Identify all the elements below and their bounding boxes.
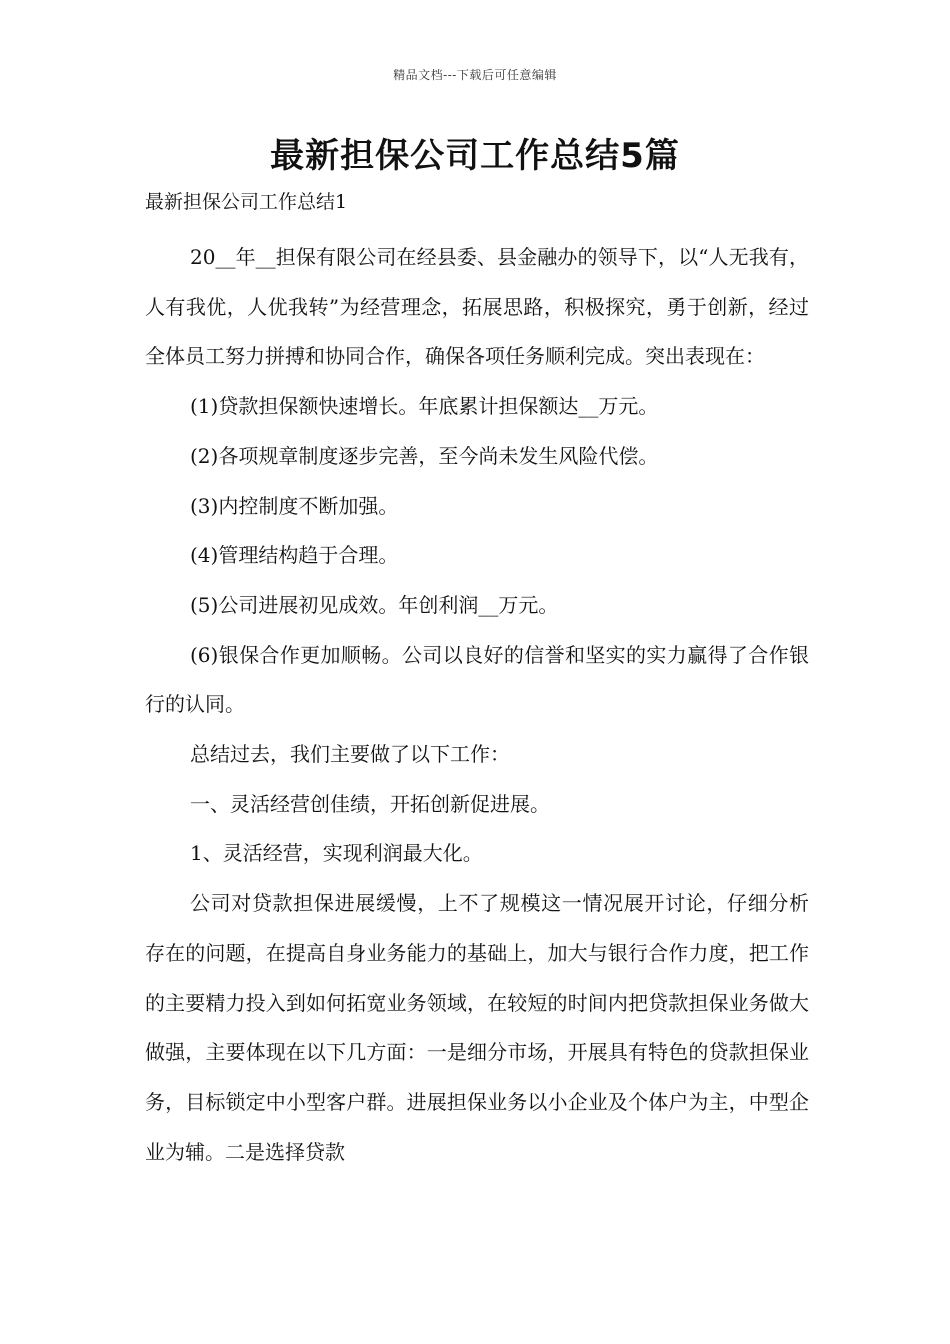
paragraph-item-2: (2)各项规章制度逐步完善，至今尚未发生风险代偿。 [190,443,659,468]
paragraph-item-1: (1)贷款担保额快速增长。年底累计担保额达__万元。 [190,394,659,419]
paragraph-item-4: (4)管理结构趋于合理。 [190,543,399,568]
paragraph-item-3: (3)内控制度不断加强。 [190,493,399,518]
paragraph-heading-1: 一、灵活经营创佳绩，开拓创新促进展。 [190,791,550,816]
paragraph-summary: 总结过去，我们主要做了以下工作： [190,742,510,767]
section-title: 最新担保公司工作总结1 [145,191,348,213]
paragraph-item-6: (6)银保合作更加顺畅。公司以良好的信誉和坚实的实力赢得了合作银行的认同。 [145,642,809,717]
body-text [145,233,809,1177]
paragraph-item-5: (5)公司进展初见成效。年创利润__万元。 [190,592,559,617]
document-title: 最新担保公司工作总结5篇 [270,136,680,176]
paragraph-detail: 公司对贷款担保进展缓慢，上不了规模这一情况展开讨论，仔细分析存在的问题，在提高自身业务能力的基础上，加大与银行合作力度，把工作的主要精力投入到如何拓宽业务领域，在较短的时间内把贷款担保业务做大做强，主要体现在以下几方面：一是细分市场，开展具有特色的贷款担保业务，目标锁定中小型客户群。进展担保业务以小企业及个体户为主，中型企业为辅。二是选择贷款 [145,891,809,1164]
paragraph-subheading-1: 1、灵活经营，实现利润最大化。 [190,841,483,866]
header-note: 精品文档---下载后可任意编辑 [393,68,557,82]
paragraph-intro: 20__年__担保有限公司在经县委、县金融办的领导下，以“人无我有，人有我优，人优我转”为经营理念，拓展思路，积极探究，勇于创新，经过全体员工努力拼搏和协同合作，确保各项任务顺利完成。突出表现在： [145,245,809,369]
